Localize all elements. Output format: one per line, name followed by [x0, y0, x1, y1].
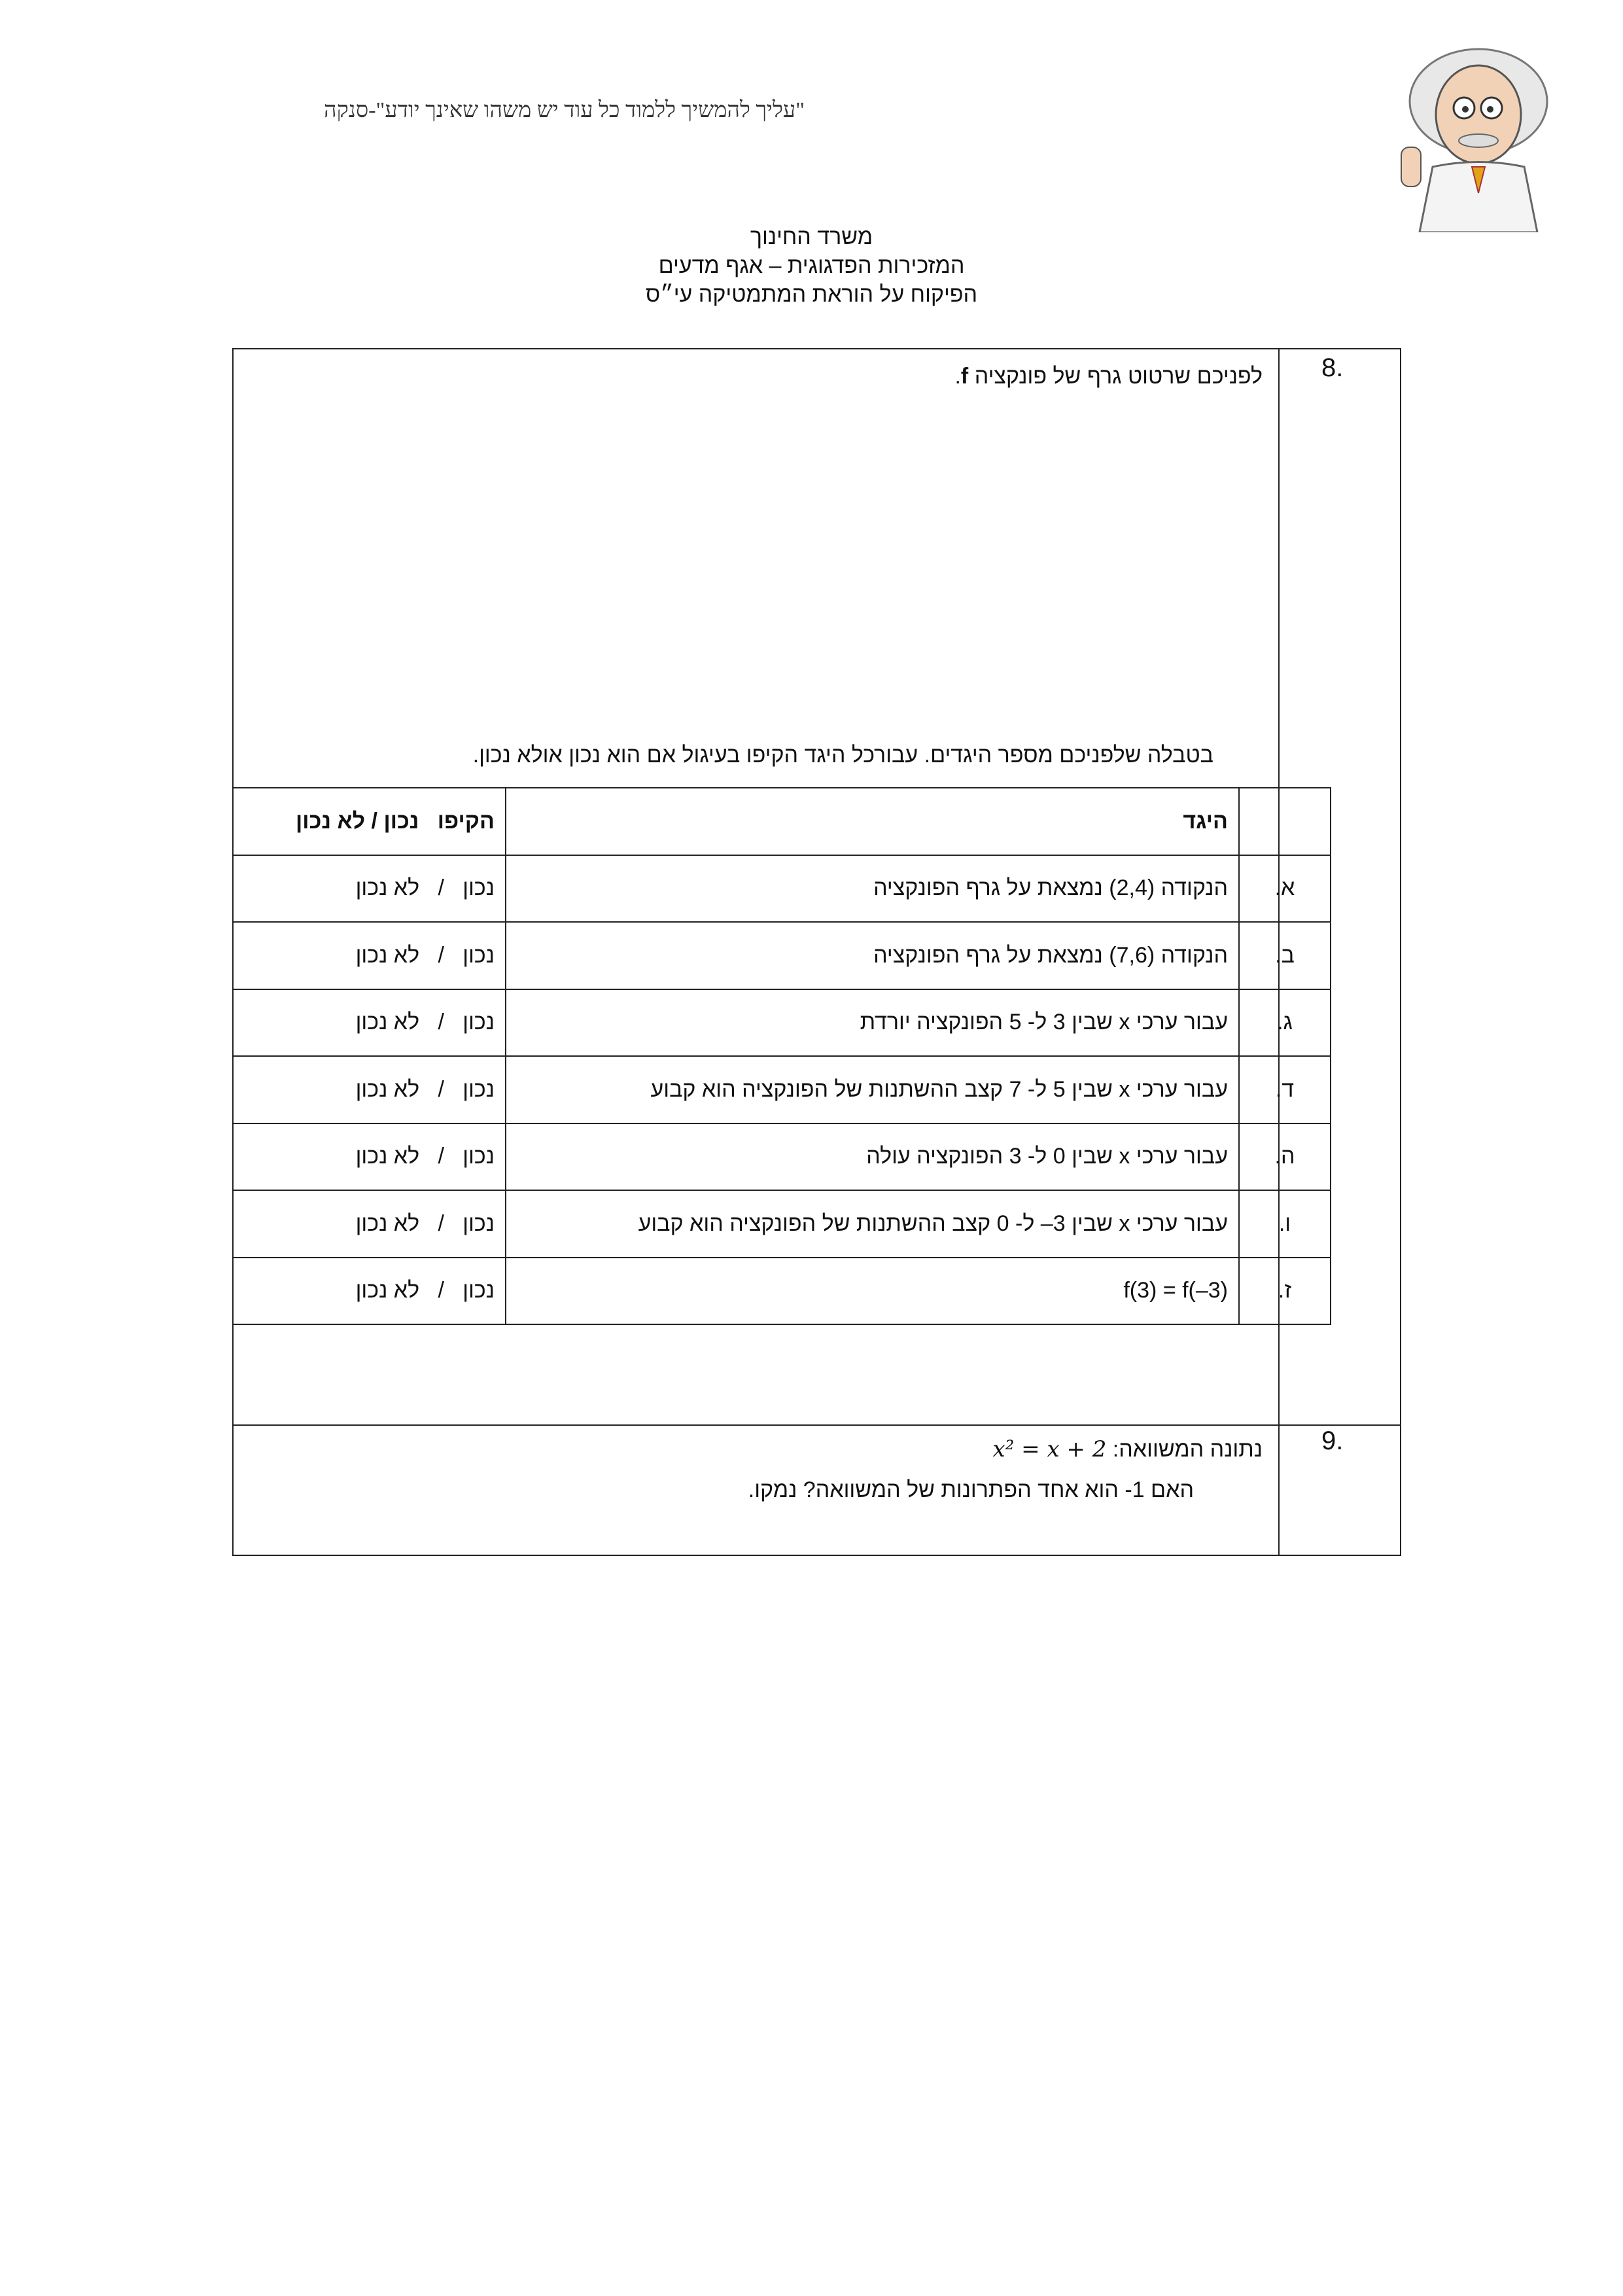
letter-column-header [1239, 788, 1331, 855]
statement-cell [506, 1258, 1239, 1325]
statement-cell: עבור ערכי x שבין 3– ל- 0 קצב ההשתנות של הפונקציה הוא קבוע [506, 1190, 1239, 1258]
einstein-cartoon-image [1387, 36, 1563, 232]
table-row [233, 1190, 1331, 1258]
answer-choice[interactable]: נכון / לא נכון [233, 855, 506, 923]
ministry-header [0, 222, 1623, 309]
table-row [233, 1056, 1331, 1123]
answer-column-header: הקיפו נכון / לא נכון [233, 788, 506, 855]
table-row [233, 1123, 1331, 1191]
q8-text-suffix: . [954, 364, 961, 389]
answer-choice[interactable]: נכון / לא נכון [233, 922, 506, 989]
table-header-row [233, 788, 1331, 855]
question-9-text: האם 1- הוא אחד הפתרונות של המשוואה? נמקו. [748, 1477, 1194, 1502]
statement-cell: הנקודה (7,6) נמצאת על גרף הפונקציה [506, 922, 1239, 989]
quote: "עליך להמשיך ללמוד כל עוד יש משהו שאינך יודע"-סנקה [324, 98, 805, 122]
header-line-2: המזכירות הפדגוגית – אגף מדעים [658, 253, 965, 278]
question-9-number: 9. [1321, 1426, 1344, 1455]
statement-letter: ג. [1239, 989, 1331, 1057]
table-row [233, 922, 1331, 989]
question-8-text [720, 364, 1263, 389]
answer-choice[interactable]: נכון / לא נכון [233, 1056, 506, 1123]
statement-letter: ד. [1239, 1056, 1331, 1123]
question-8-number: 8. [1321, 353, 1344, 382]
header-line-1: משרד החינוך [750, 224, 873, 249]
q9-label: נתונה המשוואה: [1106, 1437, 1263, 1462]
statement-letter: ו. [1239, 1190, 1331, 1258]
answer-choice[interactable]: נכון / לא נכון [233, 989, 506, 1057]
q9-equation: x² = x + 2 [992, 1436, 1107, 1462]
table-row [233, 855, 1331, 923]
statement-letter: ז. [1239, 1258, 1331, 1325]
table-row [233, 1258, 1331, 1325]
statement-cell: עבור ערכי x שבין 0 ל- 3 הפונקציה עולה [506, 1123, 1239, 1191]
question-9-prompt [720, 1436, 1263, 1462]
answer-choice[interactable]: נכון / לא נכון [233, 1123, 506, 1191]
table-row [233, 989, 1331, 1057]
table-instructions: בטבלה שלפניכם מספר היגדים. עבורכל היגד הקיפו בעיגול אם הוא נכון אולא נכון. [472, 743, 1213, 768]
statement-cell: עבור ערכי x שבין 5 ל- 7 קצב ההשתנות של הפונקציה הוא קבוע [506, 1056, 1239, 1123]
header-line-3: הפיקוח על הוראת המתמטיקה עי״ס [645, 282, 978, 307]
statement-letter: ב. [1239, 922, 1331, 989]
statements-table [232, 787, 1331, 1325]
statement-letter: ה. [1239, 1123, 1331, 1191]
question-divider [232, 1424, 1401, 1426]
statement-letter: א. [1239, 855, 1331, 923]
statement-cell: הנקודה (2,4) נמצאת על גרף הפונקציה [506, 855, 1239, 923]
statement-column-header: היגד [506, 788, 1239, 855]
answer-choice[interactable]: נכון / לא נכון [233, 1258, 506, 1325]
function-equality: f(3) = f(–3) [1123, 1278, 1228, 1303]
answer-choice[interactable]: נכון / לא נכון [233, 1190, 506, 1258]
statement-cell: עבור ערכי x שבין 3 ל- 5 הפונקציה יורדת [506, 989, 1239, 1057]
q8-function-name: f [960, 364, 969, 389]
q8-text-prefix: לפניכם שרטוט גרף של פונקציה [968, 364, 1263, 389]
